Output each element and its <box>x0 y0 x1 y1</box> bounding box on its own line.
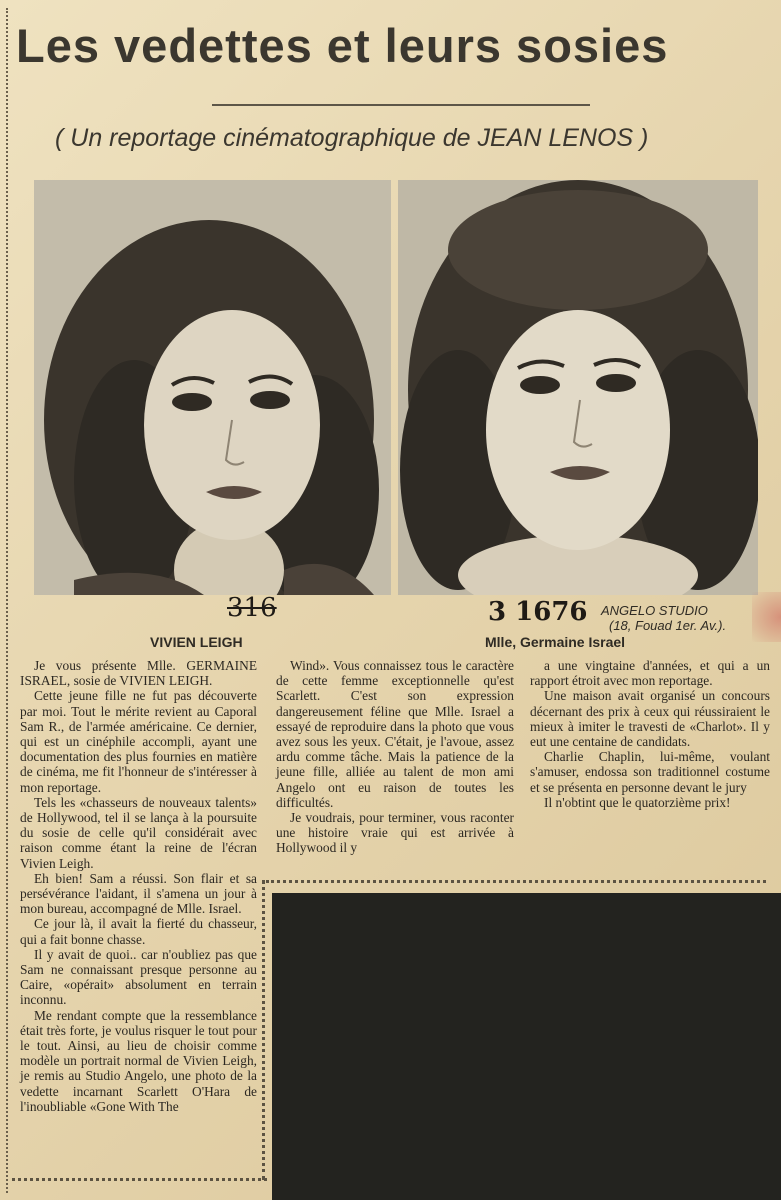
red-stain <box>752 592 781 642</box>
cut-line-horizontal <box>266 880 766 886</box>
cut-line-vertical <box>262 880 268 1180</box>
credit-address: (18, Fouad 1er. Av.). <box>609 618 727 633</box>
paragraph: Je vous présente Mlle. GERMAINE ISRAEL, sosie de VIVIEN LEIGH. <box>20 658 257 689</box>
handwritten-note-right: 3 1676 <box>488 597 588 627</box>
paragraph: a une vingtaine d'années, et qui a un rapport étroit avec mon reportage. <box>530 658 770 689</box>
paragraph: Cette jeune fille ne fut pas découverte par moi. Tout le mérite revient au Caporal Sam R., de l'armée américaine. Ce dernier, qui est un cinéphile accompli, ayant une documentation des plus fournies en matière de cinéma, me fit l'honneur de s'intéresser à mon reportage. <box>20 688 257 795</box>
article-column-2 <box>276 658 514 856</box>
handwritten-note-left: 316 <box>227 593 277 623</box>
paragraph: Wind». Vous connaissez tous le caractère de cette femme exceptionnelle qu'est Scarlett. C'est son expression dangereusement féline que Mlle. Israel a essayé de reproduire dans la photo que vous avez sous les yeux. C'était, je l'avoue, assez ardu comme tâche. Mais la patience de la jeune fille, alliée au talent de mon ami Angelo ont eu raison de toutes les difficultés. <box>276 658 514 810</box>
paragraph: Ce jour là, il avait la fierté du chasseur, qui a fait bonne chasse. <box>20 916 257 947</box>
credit-studio: ANGELO STUDIO <box>601 603 708 618</box>
paragraph: Eh bien! Sam a réussi. Son flair et sa persévérance l'aidant, il s'amena un jour à mon bureau, accompagné de Mlle. Israel. <box>20 870 257 917</box>
caption-vivien-leigh: VIVIEN LEIGH <box>150 634 243 650</box>
paragraph: Je voudrais, pour terminer, vous raconter une histoire vraie qui est arrivée à Hollywood il y <box>276 810 514 856</box>
subtitle: ( Un reportage cinématographique de JEAN LENOS ) <box>55 124 649 152</box>
article-column-3 <box>530 658 770 810</box>
cut-line-bottom <box>12 1178 267 1182</box>
article-column-1 <box>20 658 257 1114</box>
paragraph: Charlie Chaplin, lui-même, voulant s'amuser, endossa son traditionnel costume et se présenta en personne devant le jury <box>530 749 770 795</box>
caption-germaine-israel: Mlle, Germaine Israel <box>485 634 626 650</box>
paragraph: Il y avait de quoi.. car n'oubliez pas que Sam ne connaissant presque personne au Caire, «opérait» absolument en terrain inconnu. <box>20 946 257 1008</box>
left-dotted-border <box>6 8 14 1193</box>
photo-credit <box>601 603 726 633</box>
germaine-israel-photo <box>398 180 758 595</box>
headline-rule <box>212 104 590 106</box>
vivien-leigh-photo <box>34 180 391 595</box>
headline: Les vedettes et leurs sosies <box>16 19 669 72</box>
paragraph: Me rendant compte que la ressemblance était très forte, je voulus risquer le tout pour le tout. Ainsi, au lieu de choisir comme modèle un portrait normal de Vivien Leigh, je remis au Studio Angelo, une photo de la vedette incarnant Scarlett O'Hara de l'inoubliable «Gone With The <box>20 1007 257 1114</box>
paragraph: Il n'obtint que le quatorzième prix! <box>544 794 731 810</box>
paragraph: Une maison avait organisé un concours décernant des prix à ceux qui réussiraient le mieux à imiter le travesti de «Charlot». Il y eut une centaine de candidats. <box>530 688 770 750</box>
paragraph: Tels les «chasseurs de nouveaux talents» de Hollywood, tel il se lança à la poursuite du sosie de celle qu'il considérait avec raison comme étant la reine de l'écran Vivien Leigh. <box>20 794 257 871</box>
dark-background-area <box>272 893 781 1200</box>
